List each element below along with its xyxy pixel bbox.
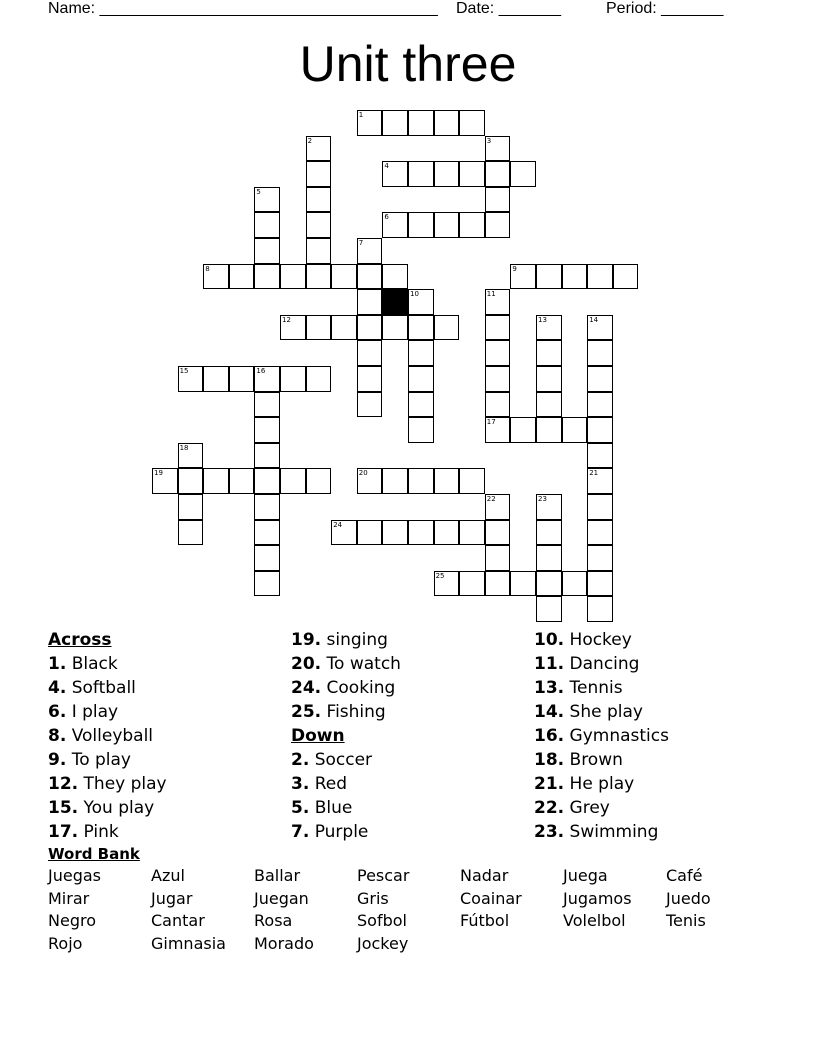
clue-column-3 (534, 628, 669, 844)
grid-cell[interactable] (587, 545, 613, 571)
grid-cell[interactable] (254, 238, 280, 264)
clue-number: 11 (486, 290, 496, 299)
grid-cell[interactable] (331, 264, 357, 290)
grid-cell[interactable] (510, 264, 536, 290)
clue-down-22: 22. Grey (534, 798, 610, 818)
grid-cell[interactable] (459, 212, 485, 238)
grid-cell[interactable] (587, 366, 613, 392)
clue-across-8: 8. Volleyball (48, 726, 154, 746)
grid-cell[interactable] (587, 392, 613, 418)
grid-cell[interactable] (203, 264, 229, 290)
clue-across-25: 25. Fishing (291, 702, 386, 722)
clue-across-17: 17. Pink (48, 822, 119, 842)
clue-number: 16 (256, 367, 266, 375)
word-bank-heading: Word Bank (48, 845, 140, 863)
grid-cell[interactable] (331, 315, 357, 341)
page-title: Unit three (299, 36, 517, 92)
clue-number: 2 (307, 136, 313, 145)
grid-cell[interactable] (203, 468, 229, 494)
grid-cell[interactable] (434, 520, 460, 546)
grid-cell[interactable] (562, 417, 588, 443)
grid-cell[interactable] (408, 392, 434, 418)
grid-cell[interactable] (434, 315, 460, 341)
grid-cell[interactable] (254, 392, 280, 418)
grid-cell[interactable] (254, 545, 280, 571)
grid-cell[interactable] (331, 520, 357, 546)
grid-cell[interactable] (408, 289, 434, 315)
grid-cell[interactable] (306, 264, 332, 290)
grid-cell[interactable] (587, 443, 613, 469)
grid-cell[interactable] (357, 238, 383, 264)
clue-column-1 (48, 628, 167, 844)
grid-cell[interactable] (536, 571, 562, 597)
clue-number: 17 (486, 418, 496, 427)
word-bank-item: Juega (563, 866, 608, 885)
clue-number: 13 (538, 315, 547, 324)
grid-cell[interactable] (178, 443, 204, 469)
grid-cell[interactable] (485, 520, 511, 546)
grid-cell[interactable] (382, 468, 408, 494)
grid-cell[interactable] (434, 110, 460, 136)
grid-cell[interactable] (536, 392, 562, 418)
grid-cell[interactable] (587, 340, 613, 366)
clue-across-9: 9. To play (48, 750, 131, 770)
grid-cell[interactable] (382, 212, 408, 238)
grid-cell[interactable] (357, 315, 383, 341)
clue-number: 15 (179, 367, 189, 375)
grid-cell[interactable] (613, 264, 639, 290)
grid-cell[interactable] (280, 264, 306, 290)
down-heading: Down (291, 726, 345, 746)
word-bank-item: Negro (48, 911, 96, 930)
clue-number: 12 (282, 315, 291, 324)
grid-cell[interactable] (306, 238, 332, 264)
across-heading: Across (48, 630, 112, 650)
grid-cell[interactable] (536, 315, 562, 341)
grid-cell[interactable] (510, 417, 536, 443)
grid-cell[interactable] (254, 187, 280, 213)
word-bank-item: Azul (151, 866, 185, 885)
clue-across-15: 15. You play (48, 798, 155, 818)
clue-down-2: 2. Soccer (291, 750, 373, 770)
word-bank-item: Coainar (460, 889, 522, 908)
clue-number: 19 (154, 469, 163, 478)
grid-cell[interactable] (306, 315, 332, 341)
grid-cell[interactable] (459, 520, 485, 546)
word-bank-item: Nadar (460, 866, 509, 885)
grid-cell[interactable] (254, 571, 280, 597)
grid-cell[interactable] (434, 468, 460, 494)
grid-cell[interactable] (280, 315, 306, 341)
word-bank-item: Cantar (151, 911, 205, 930)
grid-cell[interactable] (280, 366, 306, 392)
clue-column-2 (291, 628, 401, 844)
grid-cell[interactable] (357, 366, 383, 392)
grid-cell[interactable] (254, 520, 280, 546)
grid-cell[interactable] (254, 366, 280, 392)
grid-cell[interactable] (536, 520, 562, 546)
grid-cell[interactable] (254, 443, 280, 469)
grid-cell[interactable] (536, 596, 562, 622)
name-field[interactable]: Name: ______________________________________ (48, 0, 438, 17)
grid-cell[interactable] (536, 417, 562, 443)
grid-cell[interactable] (408, 520, 434, 546)
grid-cell[interactable] (280, 468, 306, 494)
word-bank-item: Fútbol (460, 911, 510, 930)
grid-cell[interactable] (485, 187, 511, 213)
clue-down-13: 13. Tennis (534, 678, 623, 698)
grid-cell[interactable] (485, 315, 511, 341)
grid-cell[interactable] (536, 264, 562, 290)
grid-cell[interactable] (510, 161, 536, 187)
word-bank-item: Volelbol (563, 911, 626, 930)
grid-cell[interactable] (485, 212, 511, 238)
grid-cell[interactable] (254, 468, 280, 494)
word-bank-item: Sofbol (357, 911, 407, 930)
grid-cell[interactable] (382, 520, 408, 546)
word-bank-item: Juegas (48, 866, 101, 885)
grid-cell[interactable] (485, 136, 511, 162)
date-field[interactable]: Date: _______ (456, 0, 561, 17)
word-bank-item: Juegan (254, 889, 309, 908)
clue-down-10: 10. Hockey (534, 630, 632, 650)
grid-cell[interactable] (254, 212, 280, 238)
clue-across-20: 20. To watch (291, 654, 401, 674)
grid-cell[interactable] (306, 212, 332, 238)
grid-cell[interactable] (587, 315, 613, 341)
grid-cell[interactable] (459, 110, 485, 136)
grid-cell[interactable] (357, 520, 383, 546)
clue-number: 5 (256, 187, 261, 196)
grid-cell[interactable] (587, 468, 613, 494)
grid-cell[interactable] (485, 417, 511, 443)
clue-number: 20 (358, 469, 368, 478)
grid-cell[interactable] (357, 110, 383, 136)
grid-cell[interactable] (485, 289, 511, 315)
grid-cell[interactable] (306, 366, 332, 392)
clue-number: 21 (589, 469, 599, 478)
word-bank-item: Ballar (254, 866, 301, 885)
grid-cell[interactable] (459, 571, 485, 597)
word-bank-item: Jugar (151, 889, 193, 908)
grid-cell[interactable] (357, 468, 383, 494)
word-bank-item: Rosa (254, 911, 293, 930)
grid-cell[interactable] (562, 264, 588, 290)
clue-number: 23 (538, 495, 547, 503)
clue-number: 22 (486, 495, 496, 503)
grid-cell[interactable] (382, 264, 408, 290)
grid-cell[interactable] (178, 468, 204, 494)
clue-number: 14 (589, 315, 599, 324)
word-bank-item: Juedo (666, 889, 711, 908)
clue-down-16: 16. Gymnastics (534, 726, 669, 746)
clue-down-11: 11. Dancing (534, 654, 640, 674)
black-cell (382, 289, 408, 315)
grid-cell[interactable] (408, 161, 434, 187)
grid-cell[interactable] (382, 110, 408, 136)
word-bank-item: Jugamos (563, 889, 632, 908)
grid-cell[interactable] (536, 494, 562, 520)
clue-across-1: 1. Black (48, 654, 118, 674)
grid-cell[interactable] (178, 520, 204, 546)
grid-cell[interactable] (587, 264, 613, 290)
grid-cell[interactable] (587, 596, 613, 622)
grid-cell[interactable] (485, 571, 511, 597)
grid-cell[interactable] (459, 468, 485, 494)
grid-cell[interactable] (306, 161, 332, 187)
grid-cell[interactable] (152, 468, 178, 494)
grid-cell[interactable] (357, 264, 383, 290)
grid-cell[interactable] (536, 545, 562, 571)
grid-cell[interactable] (485, 340, 511, 366)
word-bank-item: Gris (357, 889, 389, 908)
clue-number: 4 (384, 162, 389, 171)
grid-cell[interactable] (485, 545, 511, 571)
clue-across-19: 19. singing (291, 630, 388, 650)
grid-cell[interactable] (306, 187, 332, 213)
grid-cell[interactable] (254, 264, 280, 290)
word-bank-item: Pescar (357, 866, 410, 885)
clue-number: 10 (410, 290, 419, 299)
clue-across-6: 6. I play (48, 702, 119, 722)
grid-cell[interactable] (178, 366, 204, 392)
grid-cell[interactable] (382, 315, 408, 341)
clue-down-5: 5. Blue (291, 798, 353, 818)
clue-across-4: 4. Softball (48, 678, 136, 698)
grid-cell[interactable] (382, 161, 408, 187)
grid-cell[interactable] (357, 392, 383, 418)
period-field[interactable]: Period: _______ (606, 0, 724, 17)
clue-number: 6 (384, 213, 389, 222)
grid-cell[interactable] (485, 392, 511, 418)
word-bank-item: Gimnasia (151, 934, 226, 953)
word-bank-item: Mirar (48, 889, 90, 908)
clue-number: 24 (333, 520, 343, 529)
grid-cell[interactable] (587, 494, 613, 520)
grid-cell[interactable] (434, 161, 460, 187)
grid-cell[interactable] (510, 571, 536, 597)
word-bank-item: Café (666, 866, 703, 885)
grid-cell[interactable] (229, 468, 255, 494)
grid-cell[interactable] (408, 315, 434, 341)
clue-down-23: 23. Swimming (534, 822, 659, 842)
grid-cell[interactable] (587, 520, 613, 546)
clue-down-18: 18. Brown (534, 750, 623, 770)
grid-cell[interactable] (434, 212, 460, 238)
grid-cell[interactable] (485, 494, 511, 520)
clue-across-24: 24. Cooking (291, 678, 396, 698)
grid-cell[interactable] (254, 417, 280, 443)
grid-cell[interactable] (306, 468, 332, 494)
grid-cell[interactable] (229, 264, 255, 290)
grid-cell[interactable] (203, 366, 229, 392)
grid-cell[interactable] (178, 494, 204, 520)
grid-cell[interactable] (587, 417, 613, 443)
grid-cell[interactable] (408, 212, 434, 238)
clue-down-3: 3. Red (291, 774, 348, 794)
clue-down-21: 21. He play (534, 774, 635, 794)
grid-cell[interactable] (254, 494, 280, 520)
clue-number: 3 (486, 136, 492, 145)
grid-cell[interactable] (408, 340, 434, 366)
grid-cell[interactable] (485, 366, 511, 392)
grid-cell[interactable] (357, 340, 383, 366)
clue-number: 8 (205, 264, 210, 273)
grid-cell[interactable] (434, 571, 460, 597)
clue-down-7: 7. Purple (291, 822, 369, 842)
word-bank-item: Morado (254, 934, 314, 953)
clue-number: 9 (512, 264, 517, 273)
grid-cell[interactable] (459, 161, 485, 187)
grid-cell[interactable] (587, 571, 613, 597)
grid-cell[interactable] (408, 110, 434, 136)
clue-number: 25 (435, 571, 445, 580)
grid-cell[interactable] (408, 468, 434, 494)
grid-cell[interactable] (485, 161, 511, 187)
clue-number: 1 (358, 111, 364, 119)
clue-down-14: 14. She play (534, 702, 643, 722)
grid-cell[interactable] (536, 340, 562, 366)
grid-cell[interactable] (536, 366, 562, 392)
grid-cell[interactable] (357, 289, 383, 315)
grid-cell[interactable] (408, 366, 434, 392)
word-bank-item: Jockey (357, 934, 409, 953)
clue-number: 18 (179, 443, 189, 452)
grid-cell[interactable] (306, 136, 332, 162)
grid-cell[interactable] (408, 417, 434, 443)
grid-cell[interactable] (562, 571, 588, 597)
clue-across-12: 12. They play (48, 774, 167, 794)
grid-cell[interactable] (229, 366, 255, 392)
word-bank-item: Tenis (666, 911, 706, 930)
word-bank-item: Rojo (48, 934, 83, 953)
clue-number: 7 (358, 239, 364, 247)
